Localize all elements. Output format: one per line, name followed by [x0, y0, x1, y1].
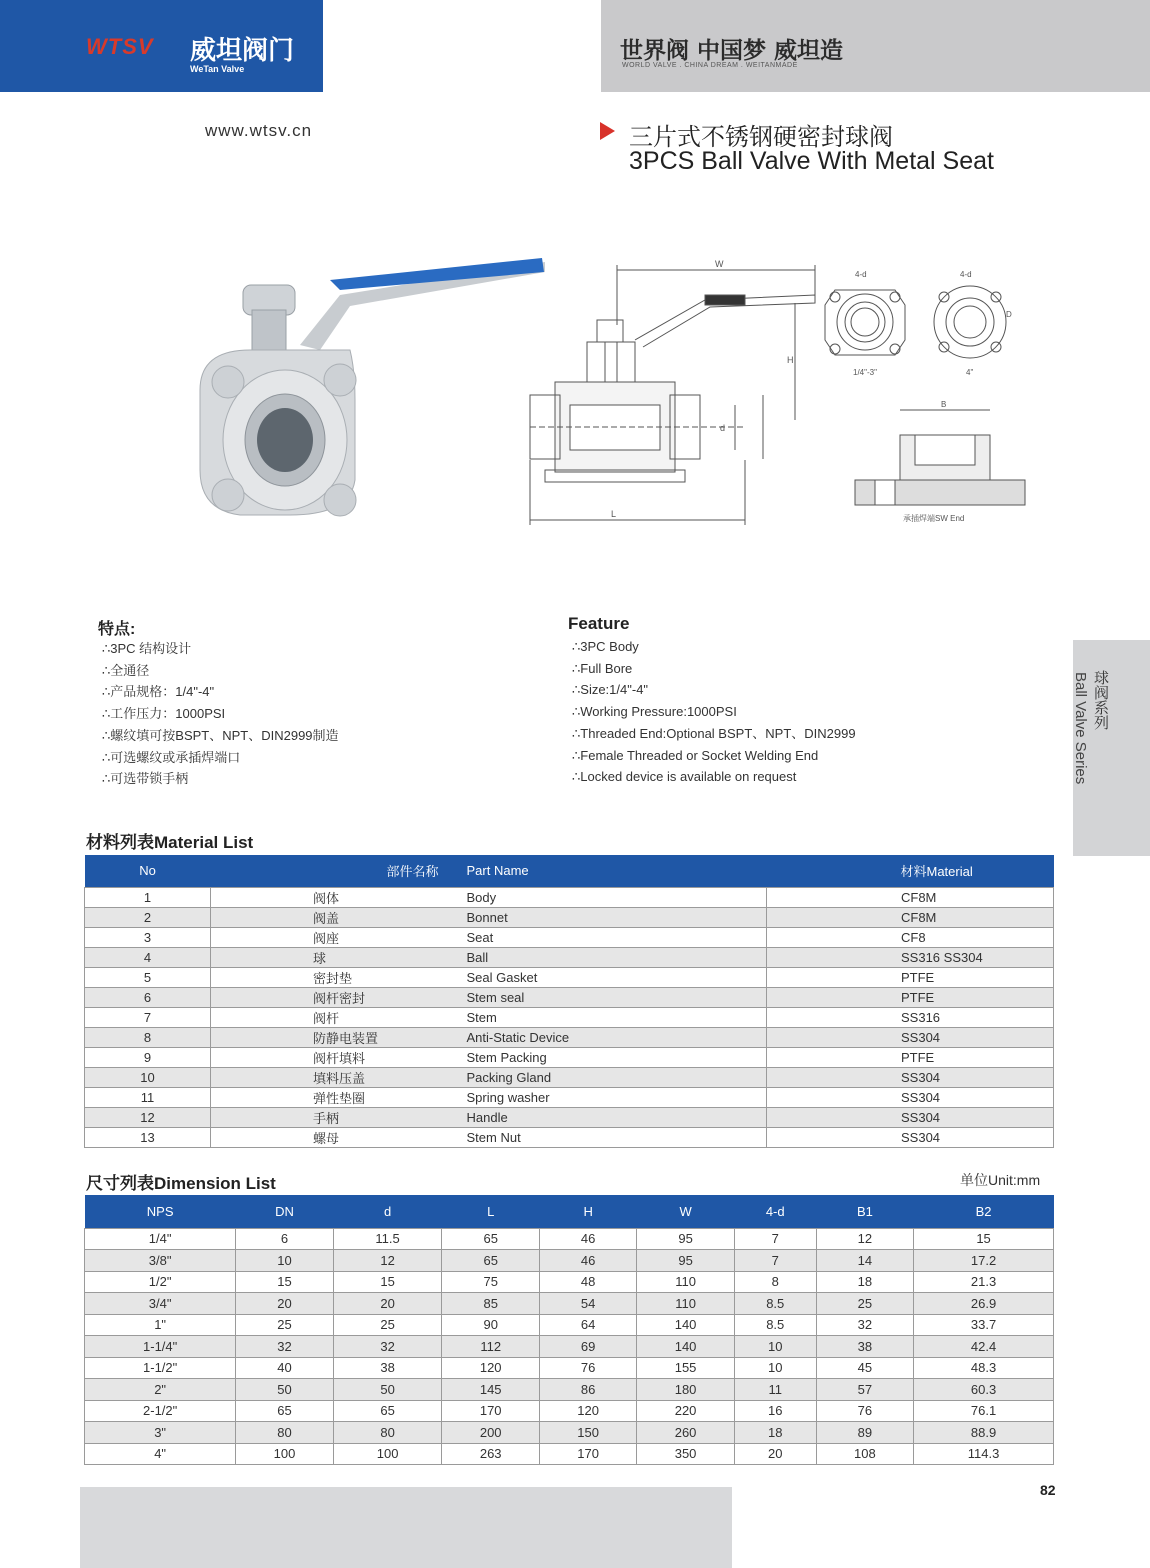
- material-table-header: [85, 855, 1054, 887]
- footer-bar: [80, 1487, 732, 1568]
- table-row: [85, 1027, 1054, 1047]
- table-cell: 95: [637, 1228, 734, 1250]
- table-cell: 7: [734, 1250, 816, 1272]
- dim-label-l: L: [611, 509, 617, 519]
- table-cell: 6: [85, 987, 211, 1007]
- table-cell: CF8: [767, 927, 1054, 947]
- product-title-en: 3PCS Ball Valve With Metal Seat: [629, 147, 994, 175]
- table-cell: 2: [85, 907, 211, 927]
- table-cell: 350: [637, 1443, 734, 1465]
- table-cell: 40: [236, 1357, 333, 1379]
- table-cell: 263: [442, 1443, 539, 1465]
- table-cell: 1-1/2": [85, 1357, 236, 1379]
- table-cell: Seal Gasket: [467, 967, 767, 987]
- table-cell: 54: [539, 1293, 636, 1315]
- table-cell: 18: [734, 1422, 816, 1444]
- table-cell: 9: [85, 1047, 211, 1067]
- table-row: [85, 1107, 1054, 1127]
- table-cell: 32: [816, 1314, 913, 1336]
- table-cell: 3/8": [85, 1250, 236, 1272]
- col-header: H: [539, 1195, 636, 1228]
- col-header: NPS: [85, 1195, 236, 1228]
- table-cell: 25: [816, 1293, 913, 1315]
- table-row: [85, 1250, 1054, 1272]
- feature-item-en: ∴3PC Body: [572, 639, 639, 654]
- table-cell: 8.5: [734, 1314, 816, 1336]
- table-cell: Spring washer: [467, 1087, 767, 1107]
- table-cell: 20: [734, 1443, 816, 1465]
- table-cell: 手柄: [211, 1107, 467, 1127]
- table-row: [85, 1087, 1054, 1107]
- material-table-body: [85, 887, 1054, 1147]
- feature-item-cn: ∴工作压力：1000PSI: [102, 706, 226, 722]
- table-cell: 57: [816, 1379, 913, 1401]
- table-cell: 65: [333, 1400, 442, 1422]
- d-cap-label: D: [1006, 310, 1012, 319]
- table-cell: 11: [734, 1379, 816, 1401]
- table-cell: 3": [85, 1422, 236, 1444]
- table-cell: 阀杆: [211, 1007, 467, 1027]
- table-cell: 12: [333, 1250, 442, 1272]
- table-cell: Body: [467, 887, 767, 907]
- b-label: B: [941, 400, 947, 409]
- table-cell: 38: [333, 1357, 442, 1379]
- logo-wtsv: WTSV: [86, 34, 154, 59]
- table-cell: 25: [333, 1314, 442, 1336]
- table-cell: 50: [236, 1379, 333, 1401]
- table-cell: Bonnet: [467, 907, 767, 927]
- table-cell: SS316: [767, 1007, 1054, 1027]
- table-cell: 50: [333, 1379, 442, 1401]
- table-cell: Stem Nut: [467, 1127, 767, 1147]
- material-list-title: 材料列表Material List: [86, 833, 254, 852]
- table-cell: 65: [442, 1250, 539, 1272]
- table-cell: 140: [637, 1336, 734, 1358]
- table-cell: 48: [539, 1271, 636, 1293]
- table-row: [85, 987, 1054, 1007]
- table-cell: 140: [637, 1314, 734, 1336]
- table-row: [85, 1400, 1054, 1422]
- feature-item-en: ∴Full Bore: [572, 660, 633, 676]
- table-cell: 38: [816, 1336, 913, 1358]
- feature-item-en: ∴Female Threaded or Socket Welding End: [572, 747, 819, 763]
- table-cell: 4": [85, 1443, 236, 1465]
- product-title-cn: 三片式不锈钢硬密封球阀: [629, 124, 893, 151]
- table-cell: 112: [442, 1336, 539, 1358]
- table-cell: 16: [734, 1400, 816, 1422]
- col-header-part-name: Part Name: [467, 855, 767, 887]
- table-cell: 42.4: [914, 1336, 1054, 1358]
- dimension-table-header: [85, 1195, 1054, 1228]
- website-link[interactable]: www.wtsv.cn: [205, 121, 313, 140]
- table-cell: 15: [236, 1271, 333, 1293]
- table-cell: 110: [637, 1293, 734, 1315]
- table-cell: 200: [442, 1422, 539, 1444]
- table-cell: PTFE: [767, 967, 1054, 987]
- table-cell: 220: [637, 1400, 734, 1422]
- feature-item-en: ∴Size:1/4"-4": [572, 682, 649, 698]
- dim-label-w: W: [715, 259, 724, 269]
- table-cell: Stem: [467, 1007, 767, 1027]
- table-cell: 33.7: [914, 1314, 1054, 1336]
- table-cell: 15: [333, 1271, 442, 1293]
- holes-label-1: 4-d: [855, 270, 867, 279]
- table-cell: 4: [85, 947, 211, 967]
- col-header: 4-d: [734, 1195, 816, 1228]
- feature-item-cn: ∴可选螺纹或承插焊端口: [102, 749, 241, 765]
- table-cell: 1": [85, 1314, 236, 1336]
- table-cell: 150: [539, 1422, 636, 1444]
- table-cell: 8: [734, 1271, 816, 1293]
- table-cell: 10: [734, 1336, 816, 1358]
- feature-item-cn: ∴3PC 结构设计: [102, 641, 192, 656]
- table-cell: 64: [539, 1314, 636, 1336]
- table-cell: 防静电装置: [211, 1027, 467, 1047]
- table-cell: Anti-Static Device: [467, 1027, 767, 1047]
- table-cell: 155: [637, 1357, 734, 1379]
- table-cell: 180: [637, 1379, 734, 1401]
- table-cell: 11: [85, 1087, 211, 1107]
- dimension-table-body: [85, 1228, 1054, 1465]
- col-header-part-cn: 部件名称: [211, 855, 467, 887]
- table-cell: 170: [539, 1443, 636, 1465]
- table-row: [85, 1314, 1054, 1336]
- table-cell: SS304: [767, 1107, 1054, 1127]
- sw-end-label: 承插焊端SW End: [903, 514, 965, 523]
- feature-item-en: ∴Threaded End:Optional BSPT、NPT、DIN2999: [572, 725, 856, 741]
- table-row: [85, 887, 1054, 907]
- table-cell: 3/4": [85, 1293, 236, 1315]
- table-cell: 25: [236, 1314, 333, 1336]
- table-cell: SS304: [767, 1127, 1054, 1147]
- table-row: [85, 1007, 1054, 1027]
- table-cell: 阀杆密封: [211, 987, 467, 1007]
- table-cell: 阀座: [211, 927, 467, 947]
- table-row: [85, 1271, 1054, 1293]
- table-cell: 170: [442, 1400, 539, 1422]
- table-cell: 26.9: [914, 1293, 1054, 1315]
- size-range-label-2: 4": [966, 368, 974, 377]
- table-cell: 阀体: [211, 887, 467, 907]
- table-cell: 8: [85, 1027, 211, 1047]
- table-cell: 69: [539, 1336, 636, 1358]
- feature-item-cn: ∴全通径: [102, 662, 150, 678]
- table-cell: 145: [442, 1379, 539, 1401]
- table-row: [85, 1422, 1054, 1444]
- feature-item-en: ∴Working Pressure:1000PSI: [572, 704, 737, 720]
- table-cell: 1/4": [85, 1228, 236, 1250]
- table-cell: SS304: [767, 1087, 1054, 1107]
- features-title-cn: 特点:: [98, 621, 136, 638]
- table-cell: 90: [442, 1314, 539, 1336]
- col-header: d: [333, 1195, 442, 1228]
- feature-item-cn: ∴螺纹填可按BSPT、NPT、DIN2999制造: [102, 727, 339, 743]
- table-cell: CF8M: [767, 907, 1054, 927]
- table-cell: 10: [734, 1357, 816, 1379]
- table-cell: 17.2: [914, 1250, 1054, 1272]
- table-row: [85, 1067, 1054, 1087]
- table-row: [85, 907, 1054, 927]
- table-cell: Stem seal: [467, 987, 767, 1007]
- table-cell: 100: [236, 1443, 333, 1465]
- table-cell: 10: [85, 1067, 211, 1087]
- table-row: [85, 1379, 1054, 1401]
- table-row: [85, 967, 1054, 987]
- table-cell: 1-1/4": [85, 1336, 236, 1358]
- table-cell: 20: [333, 1293, 442, 1315]
- table-cell: 85: [442, 1293, 539, 1315]
- material-table: [84, 855, 1054, 1148]
- table-cell: 65: [236, 1400, 333, 1422]
- table-cell: SS316 SS304: [767, 947, 1054, 967]
- table-cell: 21.3: [914, 1271, 1054, 1293]
- table-cell: 7: [734, 1228, 816, 1250]
- size-range-label-1: 1/4"-3": [853, 368, 877, 377]
- table-cell: 1/2": [85, 1271, 236, 1293]
- table-cell: 60.3: [914, 1379, 1054, 1401]
- table-cell: 46: [539, 1250, 636, 1272]
- table-cell: 20: [236, 1293, 333, 1315]
- table-cell: 阀杆填料: [211, 1047, 467, 1067]
- table-cell: 32: [333, 1336, 442, 1358]
- table-cell: 76.1: [914, 1400, 1054, 1422]
- table-row: [85, 947, 1054, 967]
- table-cell: PTFE: [767, 1047, 1054, 1067]
- side-tab-en: Ball Valve Series: [1072, 672, 1089, 785]
- table-row: [85, 1127, 1054, 1147]
- product-photo: [180, 250, 560, 530]
- table-cell: SS304: [767, 1027, 1054, 1047]
- table-cell: 114.3: [914, 1443, 1054, 1465]
- feature-item-cn: ∴可选带锁手柄: [102, 771, 189, 787]
- table-row: [85, 1357, 1054, 1379]
- table-cell: 32: [236, 1336, 333, 1358]
- table-cell: 10: [236, 1250, 333, 1272]
- col-header: L: [442, 1195, 539, 1228]
- table-cell: 88.9: [914, 1422, 1054, 1444]
- col-header: B2: [914, 1195, 1054, 1228]
- logo-en: WeTan Valve: [190, 64, 245, 74]
- col-header: B1: [816, 1195, 913, 1228]
- table-cell: Seat: [467, 927, 767, 947]
- col-header: W: [637, 1195, 734, 1228]
- table-cell: 填料压盖: [211, 1067, 467, 1087]
- unit-label: 单位Unit:mm: [960, 1172, 1041, 1188]
- col-header-no: No: [85, 855, 211, 887]
- table-cell: 46: [539, 1228, 636, 1250]
- feature-item-cn: ∴产品规格：1/4"-4": [102, 684, 215, 700]
- table-cell: 密封垫: [211, 967, 467, 987]
- table-cell: 14: [816, 1250, 913, 1272]
- table-cell: 阀盖: [211, 907, 467, 927]
- logo-cn: 威坦阀门: [190, 36, 295, 66]
- table-cell: 65: [442, 1228, 539, 1250]
- table-cell: 120: [442, 1357, 539, 1379]
- table-cell: 15: [914, 1228, 1054, 1250]
- table-cell: 75: [442, 1271, 539, 1293]
- table-cell: 6: [236, 1228, 333, 1250]
- table-cell: 86: [539, 1379, 636, 1401]
- table-row: [85, 1228, 1054, 1250]
- side-tab-cn: 球阀系列: [1092, 670, 1109, 730]
- table-cell: PTFE: [767, 987, 1054, 1007]
- slogan-en: WORLD VALVE . CHINA DREAM . WEITANMADE: [622, 62, 798, 69]
- table-cell: 100: [333, 1443, 442, 1465]
- technical-drawing: [525, 255, 1035, 535]
- table-cell: 球: [211, 947, 467, 967]
- table-row: [85, 1293, 1054, 1315]
- table-cell: 260: [637, 1422, 734, 1444]
- table-cell: Stem Packing: [467, 1047, 767, 1067]
- col-header: DN: [236, 1195, 333, 1228]
- table-cell: 76: [816, 1400, 913, 1422]
- table-cell: Handle: [467, 1107, 767, 1127]
- table-cell: Ball: [467, 947, 767, 967]
- table-cell: 2": [85, 1379, 236, 1401]
- dim-label-d: d: [720, 423, 726, 433]
- table-cell: 2-1/2": [85, 1400, 236, 1422]
- table-cell: 1: [85, 887, 211, 907]
- table-cell: Packing Gland: [467, 1067, 767, 1087]
- dim-label-h: H: [787, 355, 794, 365]
- table-cell: SS304: [767, 1067, 1054, 1087]
- table-cell: 螺母: [211, 1127, 467, 1147]
- dimension-list-title: 尺寸列表Dimension List: [86, 1174, 276, 1193]
- table-cell: 8.5: [734, 1293, 816, 1315]
- table-cell: 13: [85, 1127, 211, 1147]
- table-cell: 11.5: [333, 1228, 442, 1250]
- table-cell: 108: [816, 1443, 913, 1465]
- table-cell: CF8M: [767, 887, 1054, 907]
- title-arrow-icon: [600, 122, 615, 140]
- table-cell: 95: [637, 1250, 734, 1272]
- table-cell: 12: [816, 1228, 913, 1250]
- table-cell: 80: [333, 1422, 442, 1444]
- table-row: [85, 927, 1054, 947]
- table-row: [85, 1047, 1054, 1067]
- table-cell: 89: [816, 1422, 913, 1444]
- table-cell: 76: [539, 1357, 636, 1379]
- table-cell: 120: [539, 1400, 636, 1422]
- features-list-cn: [102, 638, 339, 790]
- features-list-en: [572, 636, 856, 788]
- features-title-en: Feature: [568, 614, 630, 633]
- table-cell: 12: [85, 1107, 211, 1127]
- col-header-material: 材料Material: [767, 855, 1054, 887]
- table-cell: 48.3: [914, 1357, 1054, 1379]
- table-cell: 7: [85, 1007, 211, 1027]
- table-cell: 18: [816, 1271, 913, 1293]
- holes-label-2: 4-d: [960, 270, 972, 279]
- feature-item-en: ∴Locked device is available on request: [572, 769, 797, 785]
- table-cell: 110: [637, 1271, 734, 1293]
- table-cell: 5: [85, 967, 211, 987]
- table-cell: 弹性垫圈: [211, 1087, 467, 1107]
- table-cell: 80: [236, 1422, 333, 1444]
- page-number: 82: [1040, 1482, 1056, 1498]
- table-cell: 45: [816, 1357, 913, 1379]
- dimension-table: [84, 1195, 1054, 1465]
- slogan-cn: 世界阀 中国梦 威坦造: [620, 37, 844, 64]
- table-row: [85, 1443, 1054, 1465]
- table-cell: 3: [85, 927, 211, 947]
- table-row: [85, 1336, 1054, 1358]
